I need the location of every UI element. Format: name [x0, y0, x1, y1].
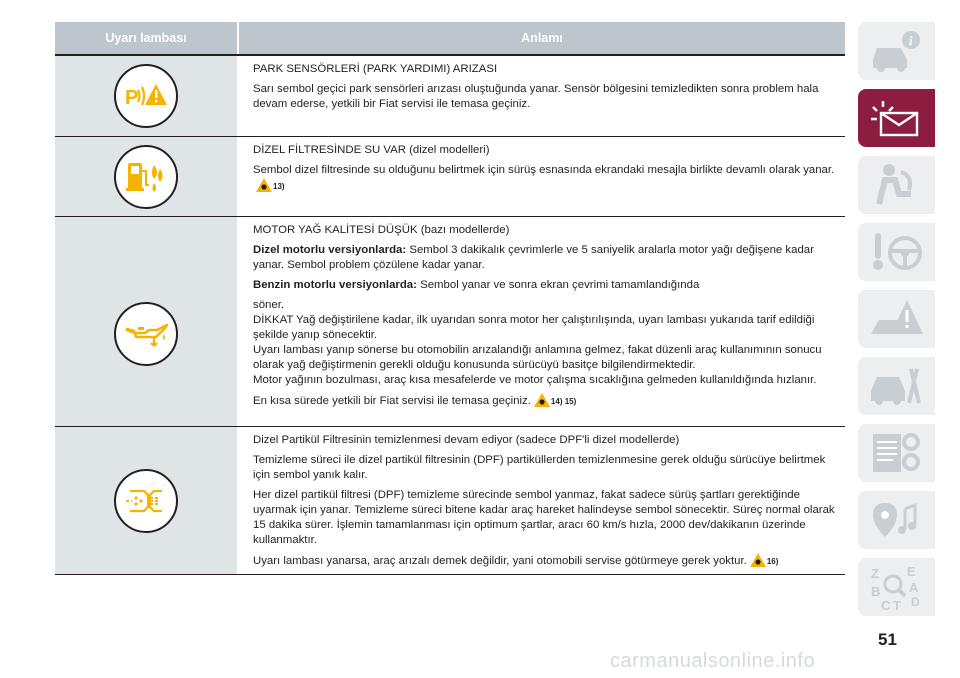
table-row [55, 56, 845, 137]
svg-text:C: C [881, 598, 891, 612]
starting-driving-icon[interactable] [858, 223, 935, 281]
footnote-ref: 16) [766, 557, 779, 566]
park-sensor-warning-icon [114, 64, 178, 128]
emergency-icon[interactable] [858, 290, 935, 348]
meaning-cell [237, 217, 845, 426]
watermark: carmanualsonline.info [610, 650, 816, 672]
row-diesel: Dizel motorlu versiyonlarda: Sembol 3 dakikalık çevrimlerle ve 5 saniyelik aralarla motor yağı değişene kadar yanar. Sembol problem çözülene kadar yanar. [253, 244, 814, 271]
meaning-cell [237, 137, 845, 216]
warning-triangle-icon [750, 553, 766, 567]
meaning-cell [237, 56, 845, 136]
page-number: 51 [878, 630, 897, 649]
svg-text:B: B [871, 584, 881, 599]
row-body: Sarı sembol geçici park sensörleri arızası oluştuğunda yanar. Sensör bölgesini temizledikten sonra problem hala devam ederse, yetkili bir Fiat servisi ile temasa geçiniz. [253, 83, 819, 110]
engine-oil-quality-icon [114, 302, 178, 366]
lamp-cell [55, 137, 237, 216]
meaning-cell [237, 427, 845, 574]
row-title: PARK SENSÖRLERİ (PARK YARDIMI) ARIZASI [253, 63, 498, 75]
row-title: Dizel Partikül Filtresinin temizlenmesi devam ediyor (sadece DPF'li dizel modellerde) [253, 434, 680, 446]
dpf-cleaning-icon [114, 469, 178, 533]
row-title: DİZEL FİLTRESİNDE SU VAR (dizel modelleri) [253, 144, 490, 156]
row-p3: Uyarı lambası yanıp sönerse bu otomobilin arızalandığı anlamına gelmez, fakat düzenli araç kullanımının sonucu olarak yağ değiştirmenin gerekli olduğu konusunda sürücüyü basitçe bilgilendirmektedir. [253, 344, 822, 371]
table-row [55, 217, 845, 427]
diesel-filter-water-icon [114, 145, 178, 209]
row-p5: En kısa sürede yetkili bir Fiat servisi ile temasa geçiniz. 14) 15) [253, 395, 577, 407]
row-p4: Motor yağının bozulması, araç kısa mesafelerde ve motor çalışma sıcaklığına gelmeden kullanıldığında hızlanır. [253, 374, 817, 386]
svg-text:E: E [907, 564, 916, 579]
row-p2: DİKKAT Yağ değiştirilene kadar, ilk uyarıdan sonra motor her çalıştırılışında, uyarı lambası yukarıda tarif edildiği şekilde yanıp sönecektir. [253, 314, 815, 341]
row-p2: Her dizel partikül filtresi (DPF) temizleme sürecinde sembol yanmaz, fakat sadece sürüş şartları gerektiğinde uyarmak için yanar. Temizleme süreci bitene kadar araç hareket halindeyse sembol sönecektir. Süreç normal olarak 15 dakika sürer. İşlemin tamamlanması için optimum şartlar, aracı 60 km/s hızla, 2000 dev/dakikanın üzerinde kullanmaktır. [253, 489, 835, 546]
car-info-icon[interactable] [858, 22, 935, 80]
maintenance-icon[interactable] [858, 357, 935, 415]
header-lamp: Uyarı lambası [105, 31, 187, 45]
lamp-cell [55, 217, 237, 426]
svg-text:Z: Z [871, 566, 879, 581]
svg-text:P: P [125, 87, 139, 109]
lamp-cell [55, 56, 237, 136]
row-p1: Temizleme süreci ile dizel partikül filtresinin (DPF) partiküllerden temizlenmesine gerek olduğu sürücüye belirtmek için sembol yanık kalır. [253, 454, 826, 481]
warning-lights-icon[interactable] [858, 89, 935, 147]
footnote-ref: 13) [273, 182, 285, 191]
safety-airbag-icon[interactable] [858, 156, 935, 214]
index-icon[interactable] [858, 558, 935, 616]
chapter-tabs [858, 22, 935, 625]
row-title: MOTOR YAĞ KALİTESİ DÜŞÜK (bazı modellerde) [253, 224, 510, 236]
svg-text:T: T [893, 598, 901, 612]
svg-text:i: i [909, 33, 913, 48]
svg-text:D: D [911, 595, 920, 609]
warning-triangle-icon [534, 393, 550, 407]
warning-triangle-icon [256, 178, 272, 192]
row-petrol: Benzin motorlu versiyonlarda: Sembol yanar ve sonra ekran çevrimi tamamlandığında [253, 279, 700, 291]
technical-data-icon[interactable] [858, 424, 935, 482]
row-p1: söner. [253, 299, 285, 311]
warning-lights-table [55, 22, 845, 575]
multimedia-icon[interactable] [858, 491, 935, 549]
table-row [55, 427, 845, 575]
table-header [55, 22, 845, 56]
table-row [55, 137, 845, 217]
row-p3: Uyarı lambası yanarsa, araç arızalı demek değildir, yani otomobili servise götürmeye gerek yoktur. 16) [253, 555, 779, 567]
row-body: Sembol dizel filtresinde su olduğunu belirtmek için sürüş esnasında ekrandaki mesajla birlikte devamlı olarak yanar.13) [253, 164, 835, 191]
svg-text:A: A [909, 580, 919, 595]
footnote-ref: 14) 15) [550, 397, 577, 406]
lamp-cell [55, 427, 237, 574]
header-meaning: Anlamı [237, 22, 845, 54]
